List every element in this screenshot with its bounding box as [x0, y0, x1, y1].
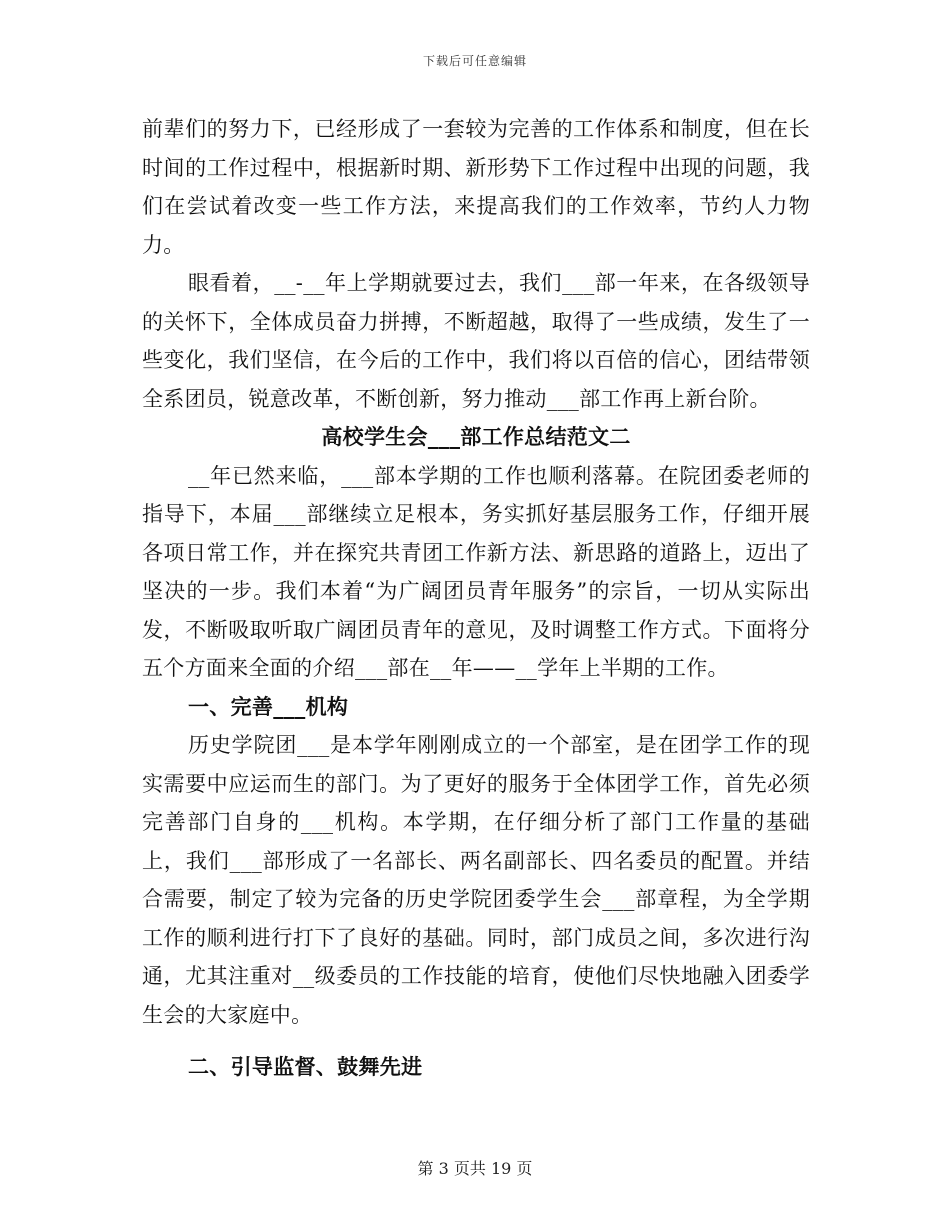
paragraph-new-year: __年已然来临，___部本学期的工作也顺利落幕。在院团委老师的指导下，本届___部继续立足根本，务实抓好基层服务工作，仔细开展各项日常工作，并在探究共青团工作新方法、新思路的道路上，迈出了坚决的一步。我们本着“为广阔团员青年服务”的宗旨，一切从实际出发，不断吸取听取广阔团员青年的意见，及时调整工作方式。下面将分五个方面来全面的介绍___部在__年——__学年上半期的工作。 — [142, 463, 810, 680]
heading-improve-organization: 一、完善___机构 — [188, 693, 349, 719]
heading-guide-supervise: 二、引导监督、鼓舞先进 — [188, 1054, 423, 1079]
paragraph-organization-details: 历史学院团___是本学年刚刚成立的一个部室，是在团学工作的现实需要中应运而生的部门。为了更好的服务于全体团学工作，首先必须完善部门自身的___机构。本学期，在仔细分析了部门工作量的基础上，我们___部形成了一名部长、两名副部长、四名委员的配置。并结合需要，制定了较为完备的历史学院团委学生会___部章程，为全学期工作的顺利进行打下了良好的基础。同时，部门成员之间，多次进行沟通，尤其注重对__级委员的工作技能的培育，使他们尽快地融入团委学生会的大家庭中。 — [142, 733, 810, 1027]
paragraph-semester-review: 眼看着，__-__年上学期就要过去，我们___部一年来，在各级领导的关怀下，全体成员奋力拼搏，不断超越，取得了一些成绩，发生了一些变化，我们坚信，在今后的工作中，我们将以百倍的信心，团结带领全系团员，锐意改革，不断创新，努力推动___部工作再上新台阶。 — [142, 271, 810, 411]
document-body — [142, 110, 810, 1087]
paragraph-intro-continued: 前辈们的努力下，已经形成了一套较为完善的工作体系和制度，但在长时间的工作过程中，根据新时期、新形势下工作过程中出现的问题，我们在尝试着改变一些工作方法，来提高我们的工作效率，节约人力物力。 — [142, 117, 810, 257]
page-number-footer: 第 3 页共 19 页 — [417, 1159, 533, 1178]
header-note: 下载后可任意编辑 — [422, 54, 527, 68]
section-title: 高校学生会___部工作总结范文二 — [321, 424, 631, 449]
